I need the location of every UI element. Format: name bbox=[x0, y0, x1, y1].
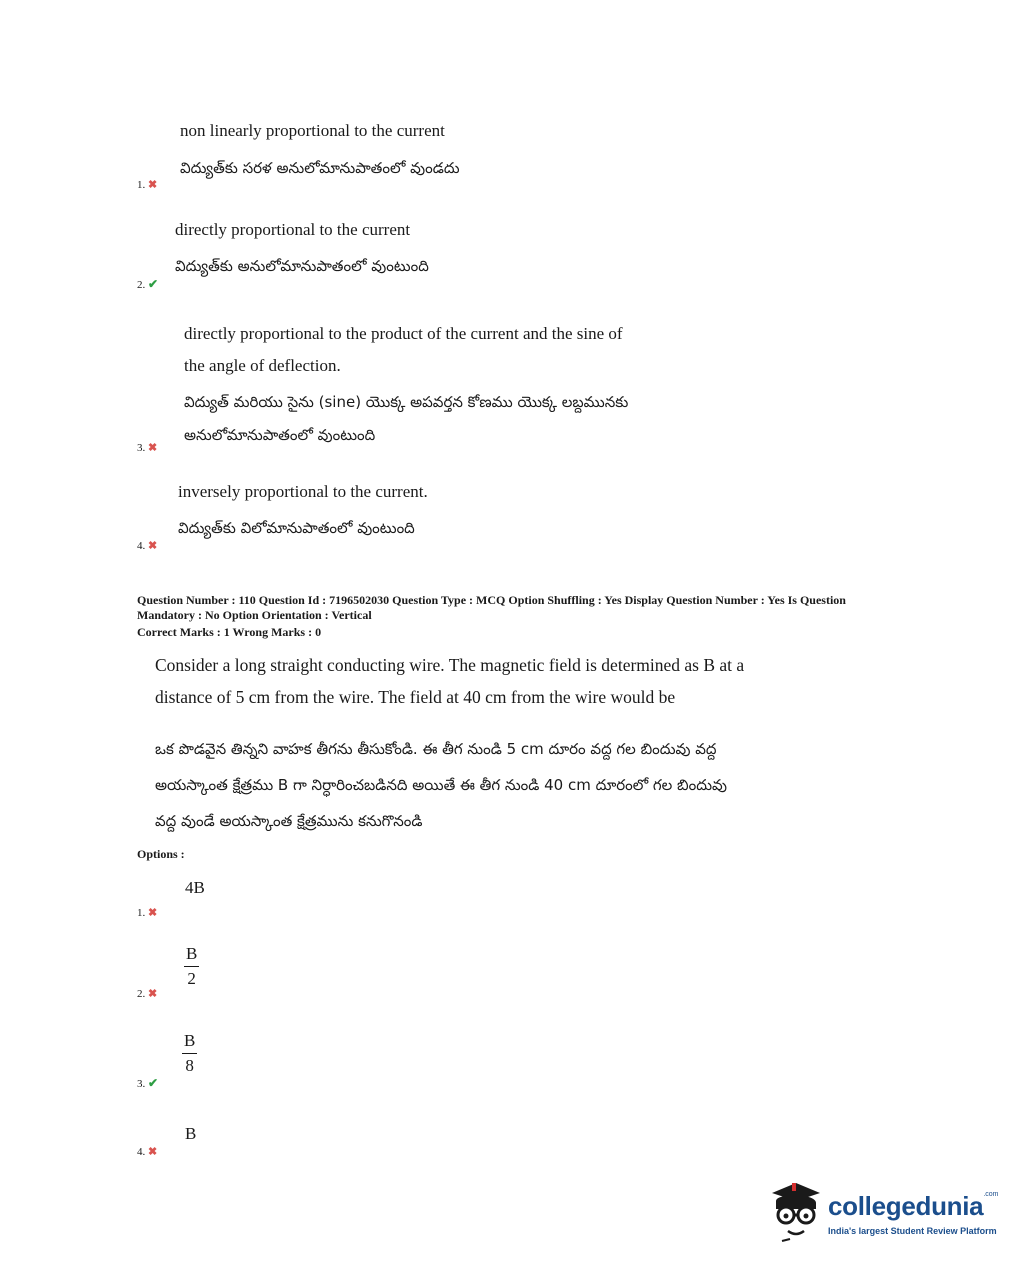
numerator: B bbox=[182, 1031, 197, 1054]
option-text: B bbox=[185, 1124, 197, 1143]
option-number: 1. ✖ bbox=[137, 179, 158, 191]
option-text-en: directly proportional to the product of the current and the sine of bbox=[184, 324, 623, 343]
wrong-mark-icon: ✖ bbox=[148, 179, 158, 191]
wrong-mark-icon: ✖ bbox=[148, 442, 158, 454]
option-number: 2. ✖ bbox=[137, 988, 158, 1000]
fraction bbox=[182, 1031, 197, 1076]
question-meta: Question Number : 110 Question Id : 7196502030 Question Type : MCQ Option Shuffling : Yes Display Question Number : Yes Is Question Mandatory : No Option Orientation : Vertical Correct Marks : 1 Wrong Marks : 0 bbox=[137, 593, 897, 640]
wrong-mark-icon: ✖ bbox=[148, 1146, 158, 1158]
option-text: 4B bbox=[185, 878, 205, 897]
fraction bbox=[184, 944, 199, 989]
wrong-mark-icon: ✖ bbox=[148, 907, 158, 919]
option-text-te: విద్యుత్‌కు సరళ అనులోమానుపాతంలో వుండదు bbox=[180, 159, 460, 177]
option-text-te: విద్యుత్ మరియు సైను (sine) యొక్క అపవర్తన కోణము యొక్క లబ్దమునకు bbox=[184, 393, 629, 411]
option-text-te: అనులోమానుపాతంలో వుంటుంది bbox=[184, 426, 376, 444]
logo-wordmark: collegedunia$^{.com}$ bbox=[828, 1191, 999, 1221]
option-number: 3. ✖ bbox=[137, 442, 158, 454]
option-number: 4. ✖ bbox=[137, 540, 158, 552]
wrong-mark-icon: ✖ bbox=[148, 540, 158, 552]
option-number: 4. ✖ bbox=[137, 1146, 158, 1158]
collegedunia-logo bbox=[766, 1177, 999, 1247]
option-text-te: విద్యుత్‌కు అనులోమానుపాతంలో వుంటుంది bbox=[175, 257, 429, 275]
option-number: 2. ✔ bbox=[137, 277, 159, 291]
option-text-en: directly proportional to the current bbox=[175, 220, 411, 239]
numerator: B bbox=[184, 944, 199, 967]
question-text-en: Consider a long straight conducting wire. The magnetic field is determined as B at a distance of 5 cm from the wire. The field at 40 cm from the wire would be bbox=[155, 655, 745, 707]
question-marks: Correct Marks : 1 Wrong Marks : 0 bbox=[137, 625, 322, 639]
option-text-en: inversely proportional to the current. bbox=[178, 482, 428, 501]
logo-tagline: India's largest Student Review Platform bbox=[828, 1226, 997, 1236]
correct-mark-icon: ✔ bbox=[148, 277, 159, 291]
option-number: 3. ✔ bbox=[137, 1076, 159, 1090]
correct-mark-icon: ✔ bbox=[148, 1076, 159, 1090]
denominator: 2 bbox=[187, 969, 196, 988]
wrong-mark-icon: ✖ bbox=[148, 988, 158, 1000]
option-text-te: విద్యుత్‌కు విలోమానుపాతంలో వుంటుంది bbox=[178, 519, 415, 537]
option-number: 1. ✖ bbox=[137, 907, 158, 919]
denominator: 8 bbox=[185, 1056, 194, 1075]
options-label: Options : bbox=[137, 847, 185, 861]
option-text-en: the angle of deflection. bbox=[184, 356, 341, 375]
option-text-en: non linearly proportional to the current bbox=[180, 121, 445, 140]
question-text-te: ఒక పొడవైన తిన్నని వాహక తీగను తీసుకోండి. ఈ తీగ నుండి 5 cm దూరం వద్ద గల బిందువు వద్ద అయస్కాంత క్షేత్రము B గా నిర్ధారించబడినది అయితే ఈ తీగ నుండి 40 cm దూరంలో గల బిందువు వద్ద వుండే అయస్కాంత క్షేత్రమును కనుగొనండి bbox=[155, 740, 727, 830]
mascot-icon bbox=[766, 1179, 826, 1243]
